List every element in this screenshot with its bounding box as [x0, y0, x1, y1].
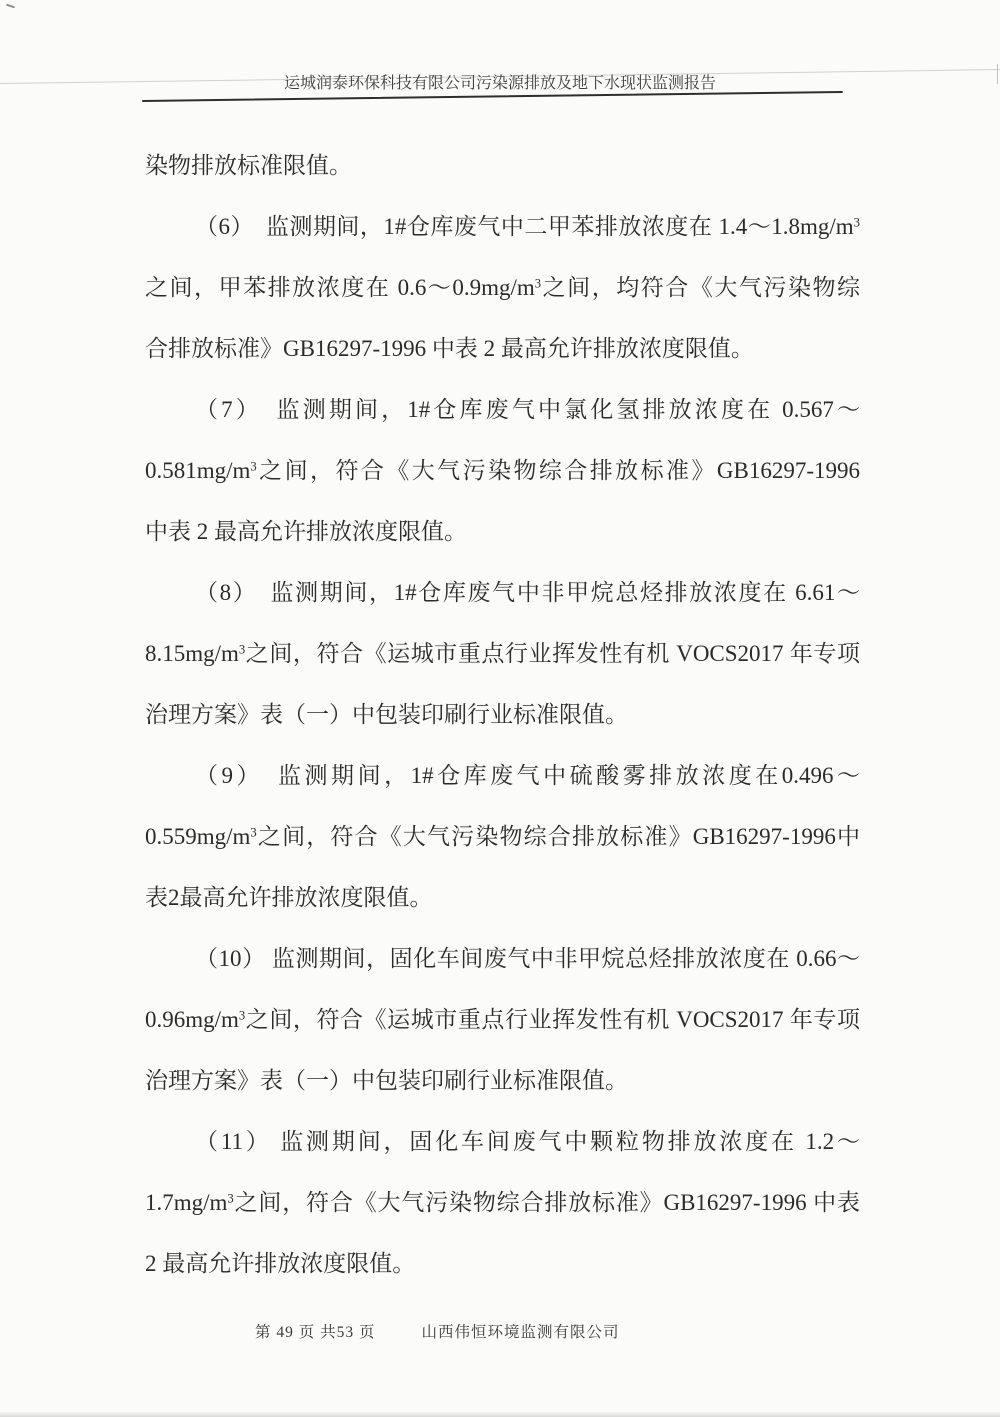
- text-line: 2 最高允许排放浓度限值。: [145, 1251, 416, 1276]
- text-line: 之间，甲苯排放浓度在 $0.6\sim 0.9mg/m^3$之间，均符合《大气污染物综: [145, 275, 861, 300]
- text-line: （8） 监测期间，1#仓库废气中非甲烷总烃排放浓度在 6.61～: [195, 580, 860, 605]
- superscript-exponent: 3: [250, 459, 257, 474]
- superscript-exponent: 3: [227, 1191, 234, 1206]
- text-line: 治理方案》表（一）中包装印刷行业标准限值。: [145, 702, 628, 727]
- text-line: $8.15mg/m^3$之间，符合《运城市重点行业挥发性有机 VOCS2017 年专项: [145, 641, 860, 666]
- document-body: [145, 135, 860, 1294]
- footer-company: 山西伟恒环境监测有限公司: [421, 1324, 620, 1341]
- text-line: （11） 监测期间，固化车间废气中颗粒物排放浓度在 1.2～: [195, 1129, 860, 1154]
- page-footer: [255, 1320, 620, 1342]
- text-line: $0.581mg/m^3$之间，符合《大气污染物综合排放标准》GB16297-1996: [145, 458, 860, 483]
- text-line: 合排放标准》GB16297-1996 中表 2 最高允许排放浓度限值。: [145, 336, 754, 361]
- text-line: （10） 监测期间，固化车间废气中非甲烷总烃排放浓度在 0.66～: [195, 946, 860, 971]
- text-line: $0.96mg/m^3$之间，符合《运城市重点行业挥发性有机 VOCS2017 年专项: [145, 1007, 860, 1032]
- superscript-exponent: 3: [534, 276, 542, 291]
- text-line: 中表 2 最高允许排放浓度限值。: [145, 519, 467, 544]
- superscript-exponent: 3: [238, 1008, 246, 1023]
- header-title: 运城润泰环保科技有限公司污染源排放及地下水现状监测报告: [283, 75, 716, 92]
- superscript-exponent: 3: [250, 825, 257, 840]
- text-line: （7） 监测期间，1#仓库废气中氯化氢排放浓度在 0.567～: [195, 397, 860, 422]
- text-line: $1.7mg/m^3$之间，符合《大气污染物综合排放标准》GB16297-1996 中表: [145, 1190, 860, 1215]
- scan-speck: [6, 4, 15, 9]
- text-line: 染物排放标准限值。: [145, 153, 352, 178]
- text-line: 治理方案》表（一）中包装印刷行业标准限值。: [145, 1068, 628, 1093]
- text-line: $0.559mg/m^3$之间，符合《大气污染物综合排放标准》GB16297-1996中: [145, 824, 860, 849]
- footer-page-info: 第 49 页 共53 页: [255, 1324, 376, 1341]
- text-line: （6） 监测期间，1#仓库废气中二甲苯排放浓度在 $1.4\sim 1.8mg/m^3$: [195, 214, 860, 239]
- text-line: 表2最高允许排放浓度限值。: [145, 885, 433, 910]
- scan-bottom-edge: [0, 1412, 1000, 1417]
- superscript-exponent: 3: [238, 642, 246, 657]
- text-line: （9） 监测期间，1#仓库废气中硫酸雾排放浓度在0.496～: [195, 763, 860, 788]
- superscript-exponent: 3: [853, 215, 860, 230]
